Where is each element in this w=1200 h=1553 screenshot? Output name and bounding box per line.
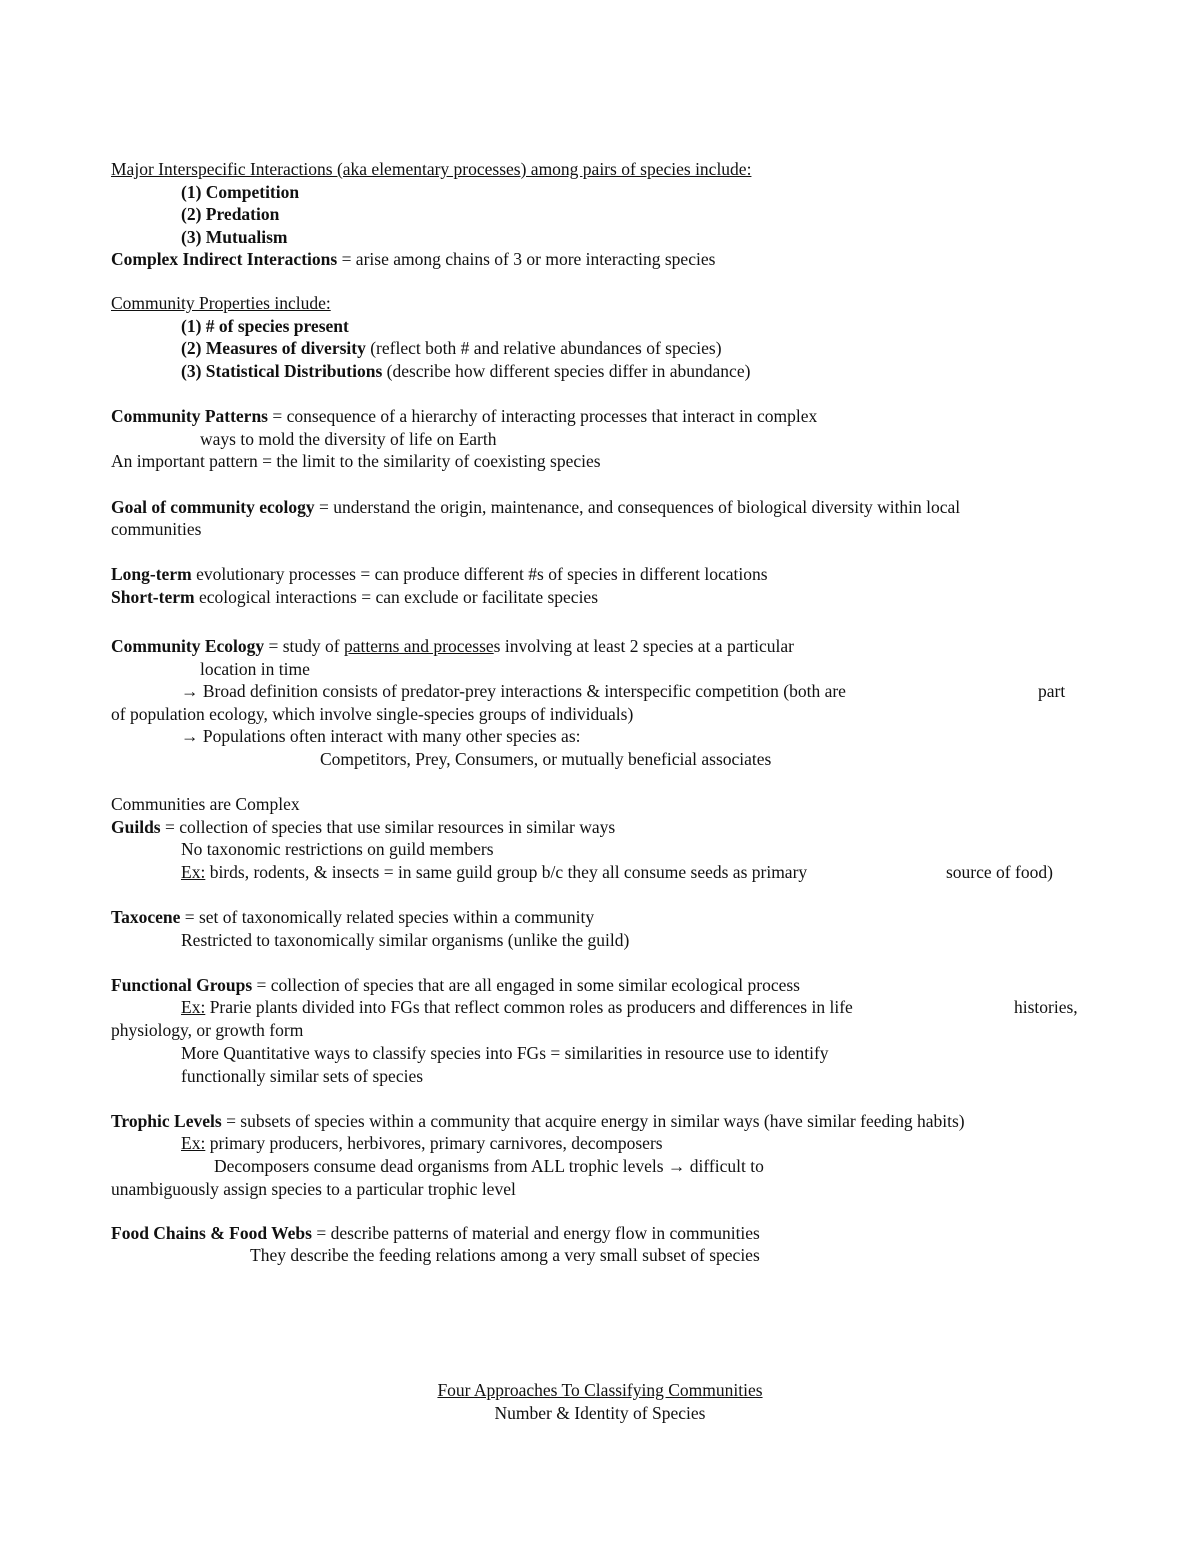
properties-heading: Community Properties include: (111, 293, 331, 313)
broad-definition-line: → Broad definition consists of predator-prey interactions & interspecific competition (both are (181, 681, 846, 701)
functional-example-end: histories, (1014, 997, 1078, 1017)
interactions-heading: Major Interspecific Interactions (aka elementary processes) among pairs of species include: (111, 159, 752, 179)
food-chains-note: They describe the feeding relations among a very small subset of species (250, 1245, 760, 1265)
interaction-item-predation: (2) Predation (181, 204, 280, 224)
property-item-1: (1) # of species present (181, 316, 349, 336)
broad-definition-line-cont: of population ecology, which involve single-species groups of individuals) (111, 704, 634, 724)
important-pattern-line: An important pattern = the limit to the similarity of coexisting species (111, 451, 601, 471)
roles-line: Competitors, Prey, Consumers, or mutually beneficial associates (320, 749, 772, 769)
taxocene-note: Restricted to taxonomically similar organisms (unlike the guild) (181, 930, 630, 950)
functional-quant-line-cont: functionally similar sets of species (181, 1066, 424, 1086)
short-term-line: Short-term ecological interactions = can exclude or facilitate species (111, 587, 599, 607)
trophic-levels-line: Trophic Levels = subsets of species within a community that acquire energy in similar ways (have similar feeding habits) (111, 1111, 965, 1131)
decomposers-line-cont: unambiguously assign species to a particular trophic level (111, 1179, 516, 1199)
guilds-example-end: source of food) (946, 862, 1053, 882)
community-ecology-line-cont: location in time (200, 659, 310, 679)
interaction-item-mutualism: (3) Mutualism (181, 227, 288, 247)
goal-line-cont: communities (111, 519, 202, 539)
guilds-example: Ex: birds, rodents, & insects = in same guild group b/c they all consume seeds as primary (181, 862, 808, 882)
guilds-line: Guilds = collection of species that use similar resources in similar ways (111, 817, 616, 837)
interaction-item-competition: (1) Competition (181, 182, 300, 202)
long-term-line: Long-term evolutionary processes = can produce different #s of species in different locations (111, 564, 768, 584)
goal-line: Goal of community ecology = understand the origin, maintenance, and consequences of biological diversity within local (111, 497, 961, 517)
taxocene-line: Taxocene = set of taxonomically related species within a community (111, 907, 595, 927)
property-item-3: (3) Statistical Distributions (describe how different species differ in abundance) (181, 361, 751, 381)
populations-line: → Populations often interact with many other species as: (181, 726, 581, 746)
community-ecology-line: Community Ecology = study of patterns and processes involving at least 2 species at a particular (111, 636, 794, 656)
patterns-line: Community Patterns = consequence of a hierarchy of interacting processes that interact in complex (111, 406, 818, 426)
trophic-example: Ex: primary producers, herbivores, primary carnivores, decomposers (181, 1133, 663, 1153)
functional-quant-line: More Quantitative ways to classify species into FGs = similarities in resource use to identify (181, 1043, 829, 1063)
complex-heading: Communities are Complex (111, 794, 300, 814)
functional-example: Ex: Prarie plants divided into FGs that reflect common roles as producers and differences in life (181, 997, 853, 1017)
approaches-subtitle: Number & Identity of Species (494, 1403, 706, 1423)
food-chains-line: Food Chains & Food Webs = describe patterns of material and energy flow in communities (111, 1223, 760, 1243)
property-item-2: (2) Measures of diversity (reflect both # and relative abundances of species) (181, 338, 722, 358)
approaches-title: Four Approaches To Classifying Communities (437, 1380, 763, 1400)
broad-definition-line-end: part (1038, 681, 1066, 701)
decomposers-line: Decomposers consume dead organisms from ALL trophic levels → difficult to (214, 1156, 764, 1176)
complex-indirect-line: Complex Indirect Interactions = arise among chains of 3 or more interacting species (111, 249, 716, 269)
patterns-line-cont: ways to mold the diversity of life on Earth (200, 429, 497, 449)
functional-groups-line: Functional Groups = collection of species that are all engaged in some similar ecological process (111, 975, 800, 995)
guilds-note: No taxonomic restrictions on guild members (181, 839, 494, 859)
functional-example-cont: physiology, or growth form (111, 1020, 304, 1040)
